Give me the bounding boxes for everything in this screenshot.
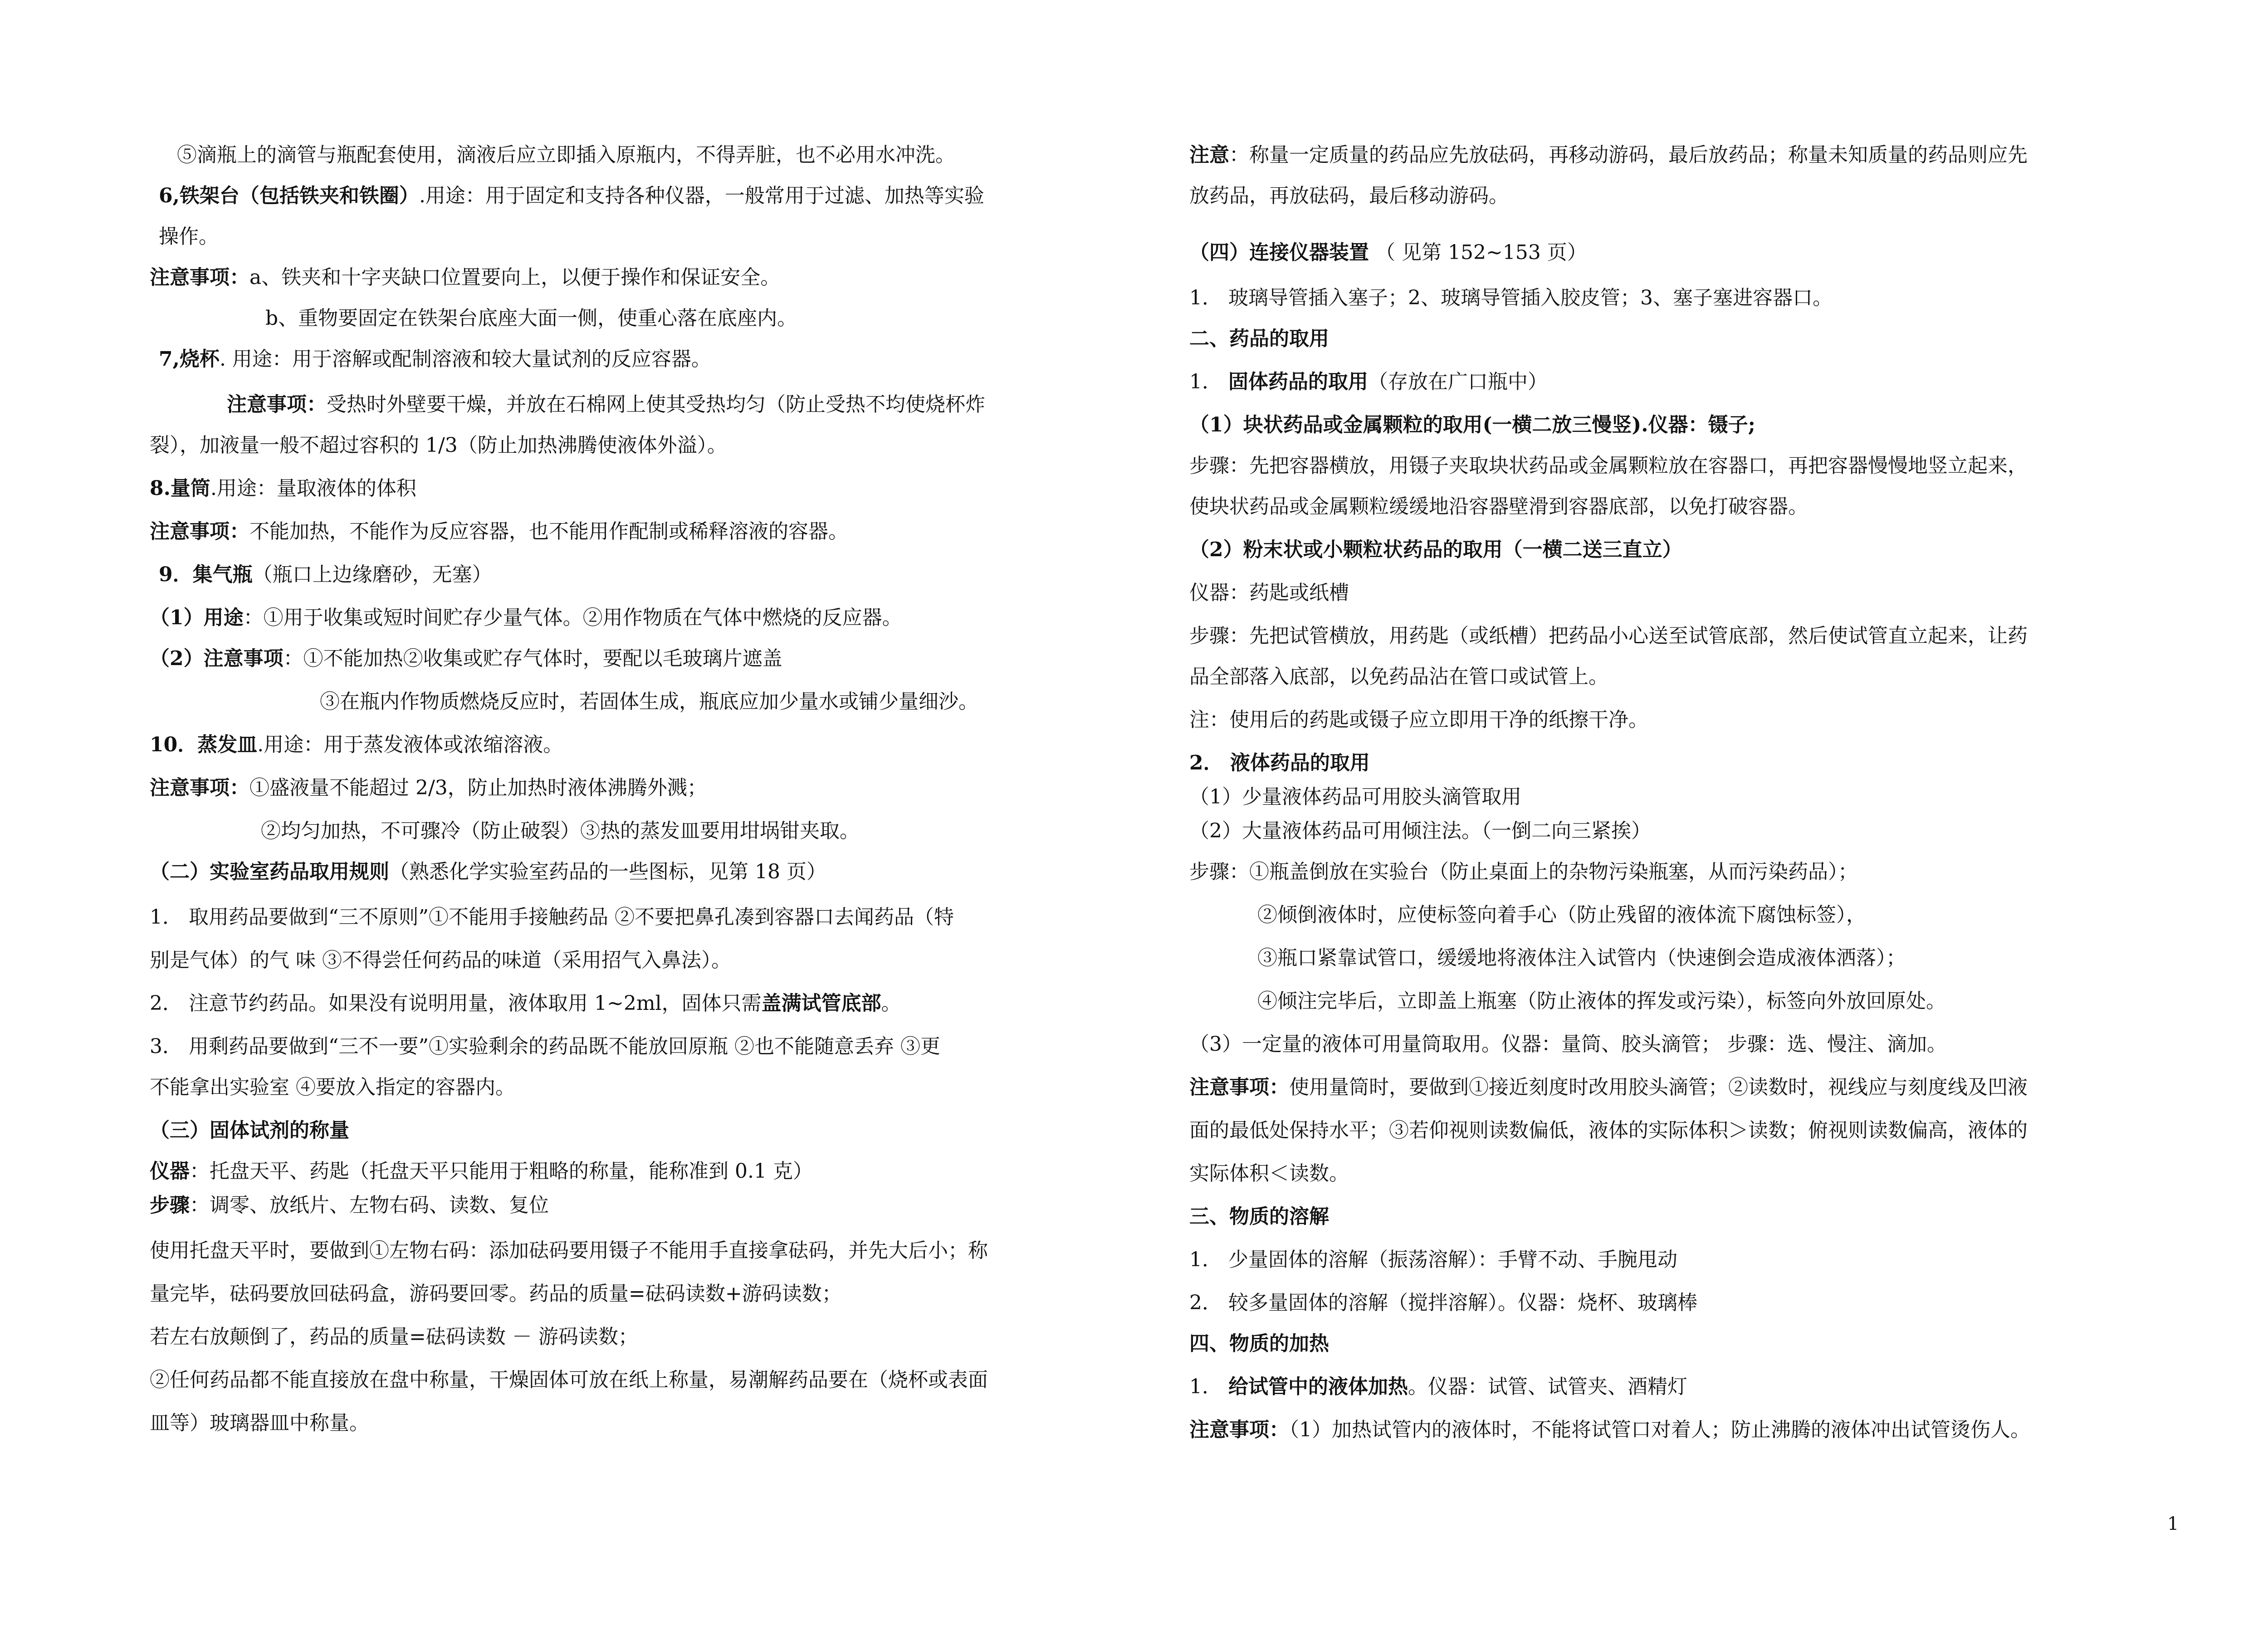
text-line [150, 904, 954, 931]
text-line [150, 947, 731, 974]
bold-text-segment: 二、药品的取用 [1189, 327, 1329, 350]
bold-text-segment: 注意事项： [1189, 1076, 1289, 1099]
text-line [1189, 182, 1509, 210]
bold-text-segment: 注意事项： [227, 393, 327, 416]
text-line [1189, 452, 2028, 480]
text-segment: 1． [1189, 1375, 1228, 1398]
text-line [150, 1192, 549, 1219]
bold-text-segment: （2）注意事项 [150, 647, 284, 670]
text-segment: 1． 玻璃导管插入塞子；2、玻璃导管插入胶皮管；3、塞子塞进容器口。 [1189, 286, 1833, 309]
text-line [1189, 142, 2028, 169]
text-line [1189, 858, 1858, 886]
text-segment: 不能拿出实验室 ④要放入指定的容器内。 [150, 1076, 515, 1099]
bold-text-segment: 注意事项： [1189, 1418, 1289, 1441]
text-segment: ③瓶口紧靠试管口，缓缓地将液体注入试管内（快速倒会造成液体洒落）； [1257, 946, 1906, 970]
bold-text-segment: 四、物质的加热 [1189, 1332, 1329, 1355]
text-segment: 2． 注意节约药品。如果没有说明用量，液体取用 1~2ml，固体只需 [150, 992, 762, 1015]
text-line [265, 305, 797, 332]
text-line [150, 731, 563, 759]
text-line [320, 688, 978, 715]
text-segment: 步骤：先把容器横放，用镊子夹取块状药品或金属颗粒放在容器口，再把容器慢慢地竖立起来， [1189, 454, 2028, 477]
text-segment: 1． 取用药品要做到“三不原则”①不能用手接触药品 ②不要把鼻孔凑到容器口去闻药品（特 [150, 906, 954, 929]
text-segment: 步骤：先把试管横放，用药匙（或纸槽）把药品小心送至试管底部，然后使试管直立起来，让药 [1189, 624, 2028, 647]
bold-text-segment: 给试管中的液体加热 [1228, 1375, 1408, 1398]
text-line [150, 1323, 638, 1351]
text-segment: 放药品，再放砝码，最后移动游码。 [1189, 184, 1509, 207]
text-segment: . 用途：用于溶解或配制溶液和较大量试剂的反应容器。 [219, 348, 711, 371]
text-segment: 裂），加液量一般不超过容积的 1/3（防止加热沸腾使液体外溢）。 [150, 434, 727, 457]
text-segment: 不能加热，不能作为反应容器，也不能用作配制或稀释溶液的容器。 [249, 520, 848, 543]
bold-text-segment: （1）块状药品或金属颗粒的取用(一横二放三慢竖).仪器：镊子; [1189, 413, 1755, 436]
text-line [1257, 945, 1906, 972]
text-segment: .用途：量取液体的体积 [210, 477, 416, 500]
bold-text-segment: 8.量筒 [150, 477, 210, 500]
text-segment: ②均匀加热，不可骤冷（防止破裂）③热的蒸发皿要用坩埚钳夹取。 [261, 819, 860, 842]
text-line [1189, 1246, 1677, 1273]
text-line [159, 346, 711, 373]
text-segment: 。 [881, 992, 901, 1015]
text-segment: （2）大量液体药品可用倾注法。（一倒二向三紧挨） [1189, 819, 1651, 842]
text-segment: 若左右放颠倒了，药品的质量=砝码读数 － 游码读数； [150, 1325, 638, 1348]
bold-text-segment: 6,铁架台（包括铁夹和铁圈） [159, 184, 419, 207]
text-line [150, 1280, 842, 1308]
bold-text-segment: 步骤 [150, 1194, 190, 1217]
text-line [1189, 749, 1370, 777]
text-segment: ：①用于收集或短时间贮存少量气体。②用作物质在气体中燃烧的反应器。 [243, 606, 902, 629]
text-line [150, 858, 826, 886]
text-line [150, 1237, 988, 1264]
text-segment: 2． 较多量固体的溶解（搅拌溶解）。仪器：烧杯、玻璃棒 [1189, 1291, 1697, 1314]
text-segment: ：称量一定质量的药品应先放砝码，再移动游码，最后放药品；称量未知质量的药品则应先 [1229, 143, 2028, 167]
text-line [177, 142, 955, 169]
text-line [1189, 1330, 1329, 1357]
text-line [1189, 1416, 2030, 1444]
text-segment: ②任何药品都不能直接放在盘中称量，干燥固体可放在纸上称量，易潮解药品要在（烧杯或表面 [150, 1368, 988, 1391]
text-segment: 。仪器：试管、试管夹、酒精灯 [1408, 1375, 1687, 1398]
text-line [150, 1117, 349, 1144]
text-segment: （1）加热试管内的液体时，不能将试管口对着人；防止沸腾的液体冲出试管烫伤人。 [1289, 1418, 2030, 1441]
text-line [150, 475, 416, 502]
text-segment: 使用托盘天平时，要做到①左物右码：添加砝码要用镊子不能用手直接拿砝码，并先大后小；称 [150, 1239, 988, 1262]
text-line [1189, 784, 1521, 811]
bold-text-segment: 仪器 [150, 1160, 190, 1183]
bold-text-segment: 10．蒸发皿 [150, 733, 258, 756]
text-segment: 使块状药品或金属颗粒缓缓地沿容器壁滑到容器底部，以免打破容器。 [1189, 495, 1808, 518]
text-segment: .用途：用于蒸发液体或浓缩溶液。 [257, 733, 563, 756]
bold-text-segment: （1）用途 [150, 606, 244, 629]
text-line [1189, 368, 1548, 396]
text-line [150, 645, 782, 672]
bold-text-segment: （二）实验室药品取用规则 [150, 860, 389, 883]
text-line [1189, 1289, 1697, 1317]
text-segment: （存放在广口瓶中） [1368, 370, 1548, 393]
bold-text-segment: 注意事项： [150, 266, 249, 289]
bold-text-segment: 盖满试管底部 [761, 992, 881, 1015]
text-segment: 实际体积＜读数。 [1189, 1162, 1349, 1185]
text-segment: ③在瓶内作物质燃烧反应时，若固体生成，瓶底应加少量水或铺少量细沙。 [320, 690, 978, 713]
text-line [1189, 1031, 1947, 1058]
text-line [1189, 1074, 2028, 1101]
bold-text-segment: （三）固体试剂的称量 [150, 1119, 349, 1142]
bold-text-segment: （2）粉末状或小颗粒状药品的取用（一横二送三直立） [1189, 538, 1682, 561]
text-line [1189, 579, 1349, 607]
text-segment: 皿等）玻璃器皿中称量。 [150, 1411, 369, 1435]
text-segment: 量完毕，砝码要放回砝码盒，游码要回零。药品的质量=砝码读数+游码读数； [150, 1282, 842, 1305]
bold-text-segment: 固体药品的取用 [1228, 370, 1368, 393]
text-line [1189, 1117, 2028, 1144]
text-segment: ：①不能加热②收集或贮存气体时，要配以毛玻璃片遮盖 [283, 647, 782, 670]
text-segment: 品全部落入底部，以免药品沾在管口或试管上。 [1189, 665, 1608, 688]
text-segment: 使用量筒时，要做到①接近刻度时改用胶头滴管；②读数时，视线应与刻度线及凹液 [1289, 1076, 2028, 1099]
text-segment: 步骤：①瓶盖倒放在实验台（防止桌面上的杂物污染瓶塞，从而污染药品）； [1189, 860, 1858, 883]
text-segment: ：托盘天平、药匙（托盘天平只能用于粗略的称量，能称准到 0.1 克） [190, 1160, 813, 1183]
text-segment: （瓶口上边缘磨砂，无塞） [252, 563, 492, 586]
text-line [150, 518, 848, 545]
text-line [1189, 239, 1587, 266]
bold-text-segment: 7,烧杯 [159, 348, 220, 371]
text-segment: b、重物要固定在铁架台底座大面一侧，使重心落在底座内。 [265, 307, 797, 330]
text-segment: 操作。 [159, 225, 219, 248]
text-line [150, 1410, 369, 1437]
text-line [1189, 325, 1329, 353]
text-line [150, 1033, 940, 1060]
text-segment: （1）少量液体药品可用胶头滴管取用 [1189, 785, 1521, 808]
text-line [1189, 1160, 1349, 1187]
bold-text-segment: 9．集气瓶 [159, 563, 253, 586]
text-segment: 面的最低处保持水平；③若仰视则读数偏低，液体的实际体积＞读数；俯视则读数偏高，液体的 [1189, 1119, 2028, 1142]
text-line [1189, 493, 1808, 520]
bold-text-segment: 三、物质的溶解 [1189, 1205, 1329, 1228]
text-line [261, 818, 860, 845]
text-segment: 1． [1189, 370, 1228, 393]
text-line [1189, 622, 2028, 650]
bold-text-segment: 2． 液体药品的取用 [1189, 751, 1370, 774]
page-number: 1 [2167, 1513, 2179, 1534]
text-line [1257, 901, 1866, 929]
text-segment: （ 见第 152~153 页） [1369, 241, 1587, 264]
text-line [1189, 1373, 1687, 1401]
text-line [1189, 536, 1682, 563]
text-segment: ⑤滴瓶上的滴管与瓶配套使用，滴液后应立即插入原瓶内，不得弄脏，也不必用水冲洗。 [177, 143, 955, 167]
text-segment: ④倾注完毕后，立即盖上瓶塞（防止液体的挥发或污染），标签向外放回原处。 [1257, 989, 1946, 1013]
text-line [1189, 411, 1755, 439]
text-line [159, 223, 219, 250]
text-line [1189, 818, 1651, 845]
text-segment: 受热时外壁要干燥，并放在石棉网上使其受热均匀（防止受热不均使烧杯炸 [327, 393, 985, 416]
text-segment: ②倾倒液体时，应使标签向着手心（防止残留的液体流下腐蚀标签）， [1257, 903, 1866, 926]
text-line [1189, 663, 1608, 691]
text-segment: .用途：用于固定和支持各种仪器，一般常用于过滤、加热等实验 [419, 184, 984, 207]
text-segment: 仪器：药匙或纸槽 [1189, 581, 1349, 604]
bold-text-segment: （四）连接仪器装置 [1189, 241, 1369, 264]
text-line [150, 1158, 813, 1185]
text-line [1189, 706, 1648, 734]
text-line [150, 1366, 988, 1394]
text-segment: a、铁夹和十字夹缺口位置要向上，以便于操作和保证安全。 [249, 266, 781, 289]
bold-text-segment: 注意事项： [150, 520, 249, 543]
text-line [150, 1074, 515, 1101]
text-segment: 3． 用剩药品要做到“三不一要”①实验剩余的药品既不能放回原瓶 ②也不能随意丢弃 ③更 [150, 1035, 940, 1058]
text-segment: ：调零、放纸片、左物右码、读数、复位 [190, 1194, 549, 1217]
text-line [159, 182, 984, 210]
text-line [150, 432, 727, 459]
bold-text-segment: 注意事项： [150, 776, 249, 799]
text-segment: （3）一定量的液体可用量筒取用。仪器：量筒、胶头滴管； 步骤：选、慢注、滴加。 [1189, 1033, 1947, 1056]
text-segment: 1． 少量固体的溶解（振荡溶解）：手臂不动、手腕甩动 [1189, 1248, 1677, 1271]
text-line [1189, 1203, 1329, 1230]
text-segment: 别是气体）的气 味 ③不得尝任何药品的味道（采用招气入鼻法）。 [150, 949, 731, 972]
text-segment: ①盛液量不能超过 2/3，防止加热时液体沸腾外溅； [249, 776, 707, 799]
text-segment: （熟悉化学实验室药品的一些图标，见第 18 页） [389, 860, 826, 883]
text-line [227, 391, 985, 418]
text-line [1257, 988, 1946, 1015]
text-line [150, 264, 780, 291]
text-line [150, 604, 902, 632]
bold-text-segment: 注意 [1189, 143, 1229, 167]
text-segment: 注：使用后的药匙或镊子应立即用干净的纸擦干净。 [1189, 708, 1648, 731]
text-line [159, 561, 492, 588]
text-line [150, 990, 901, 1017]
text-line [1189, 284, 1833, 312]
text-line [150, 774, 707, 802]
